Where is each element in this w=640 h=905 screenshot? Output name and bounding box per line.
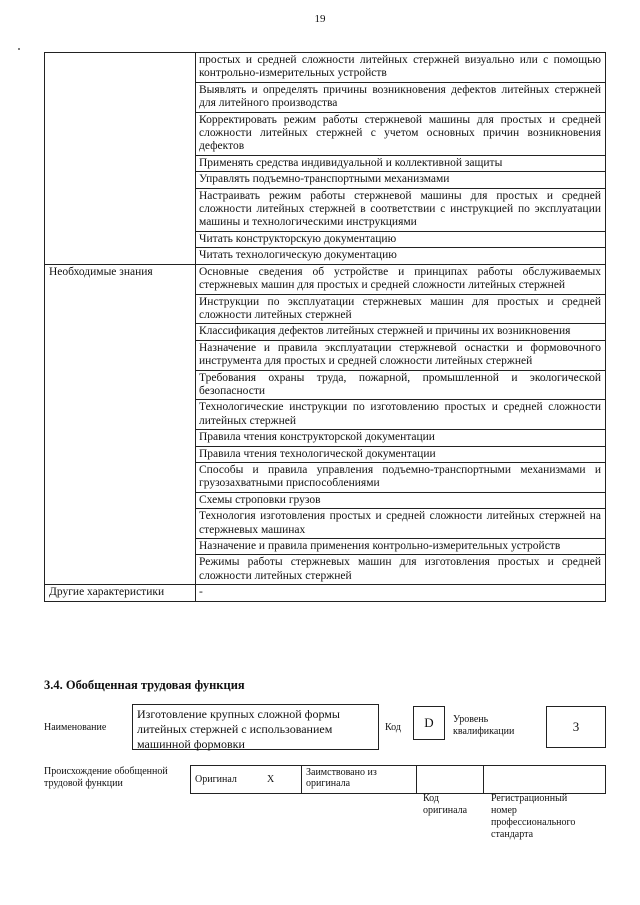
function-name-field: Изготовление крупных сложной формы литейных стержней с использованием машинной формовки	[132, 704, 379, 750]
row-item-text: Читать конструкторскую документацию	[196, 231, 606, 247]
reg-number-cell	[484, 766, 606, 794]
qualification-level-field: 3	[546, 706, 606, 748]
code-original-note: Код оригинала	[423, 793, 468, 816]
row-item-text: Схемы строповки грузов	[196, 492, 606, 508]
row-item-text: Настраивать режим работы стержневой машины для простых и средней сложности литейных стержней в соответствии с инструкцией по эксплуатации машины и технологическими инструкциями	[196, 188, 606, 231]
row-item-text: Основные сведения об устройстве и принципах работы обслуживаемых стержневых машин для простых и средней сложности литейных стержней	[196, 264, 606, 294]
row-item-text: Назначение и правила применения контрольно-измерительных устройств	[196, 539, 606, 555]
row-item-text: Корректировать режим работы стержневой машины для простых и средней сложности литейных стержней с учетом основных причин возникновения дефектов	[196, 112, 606, 155]
row-item-text: -	[196, 585, 606, 601]
row-item-text: Читать технологическую документацию	[196, 248, 606, 264]
row-item-text: Назначение и правила эксплуатации стержневой оснастки и формовочного инструмента для простых и средней сложности литейных стержней	[196, 340, 606, 370]
skills-knowledge-table	[44, 52, 606, 602]
row-item-text: простых и средней сложности литейных стержней визуально или с помощью контрольно-измерительных устройств	[196, 53, 606, 83]
row-item-text: Требования охраны труда, пожарной, промышленной и экологической безопасности	[196, 370, 606, 400]
code-field: D	[413, 706, 445, 740]
original-label: Оригинал	[191, 766, 264, 794]
origin-table	[190, 765, 606, 794]
row-item-text: Применять средства индивидуальной и коллективной защиты	[196, 155, 606, 171]
origin-label: Происхождение обобщенной трудовой функции	[44, 766, 168, 789]
row-item-text: Технология изготовления простых и средней сложности литейных стержней на стержневых машинах	[196, 509, 606, 539]
row-category-label: Необходимые знания	[45, 264, 196, 585]
table-row	[45, 264, 606, 294]
row-category-label	[45, 53, 196, 265]
table-row	[45, 585, 606, 601]
row-item-text: Технологические инструкции по изготовлению простых и средней сложности литейных стержней	[196, 400, 606, 430]
row-item-text: Режимы работы стержневых машин для изготовления простых и средней сложности литейных стержней	[196, 555, 606, 585]
borrowed-label: Заимствовано из оригинала	[302, 766, 417, 794]
qualification-level-label: Уровень квалификации	[453, 714, 515, 737]
section-heading: 3.4. Обобщенная трудовая функция	[44, 678, 245, 692]
row-item-text: Правила чтения технологической документации	[196, 446, 606, 462]
code-original-cell	[417, 766, 484, 794]
original-mark: X	[263, 766, 302, 794]
reg-number-note: Регистрационный номер профессионального стандарта	[491, 793, 576, 840]
page-number: 19	[314, 13, 326, 25]
row-item-text: Классификация дефектов литейных стержней и причины их возникновения	[196, 324, 606, 340]
row-item-text: Управлять подъемно-транспортными механизмами	[196, 172, 606, 188]
scan-speck	[18, 48, 20, 50]
code-label: Код	[385, 722, 401, 733]
row-item-text: Выявлять и определять причины возникновения дефектов литейных стержней для литейного производства	[196, 82, 606, 112]
name-label: Наименование	[44, 722, 107, 733]
row-item-text: Инструкции по эксплуатации стержневых машин для простых и средней сложности литейных стержней	[196, 294, 606, 324]
row-item-text: Правила чтения конструкторской документации	[196, 430, 606, 446]
row-item-text: Способы и правила управления подъемно-транспортными механизмами и грузозахватными приспособлениями	[196, 462, 606, 492]
table-row	[45, 53, 606, 83]
row-category-label: Другие характеристики	[45, 585, 196, 601]
